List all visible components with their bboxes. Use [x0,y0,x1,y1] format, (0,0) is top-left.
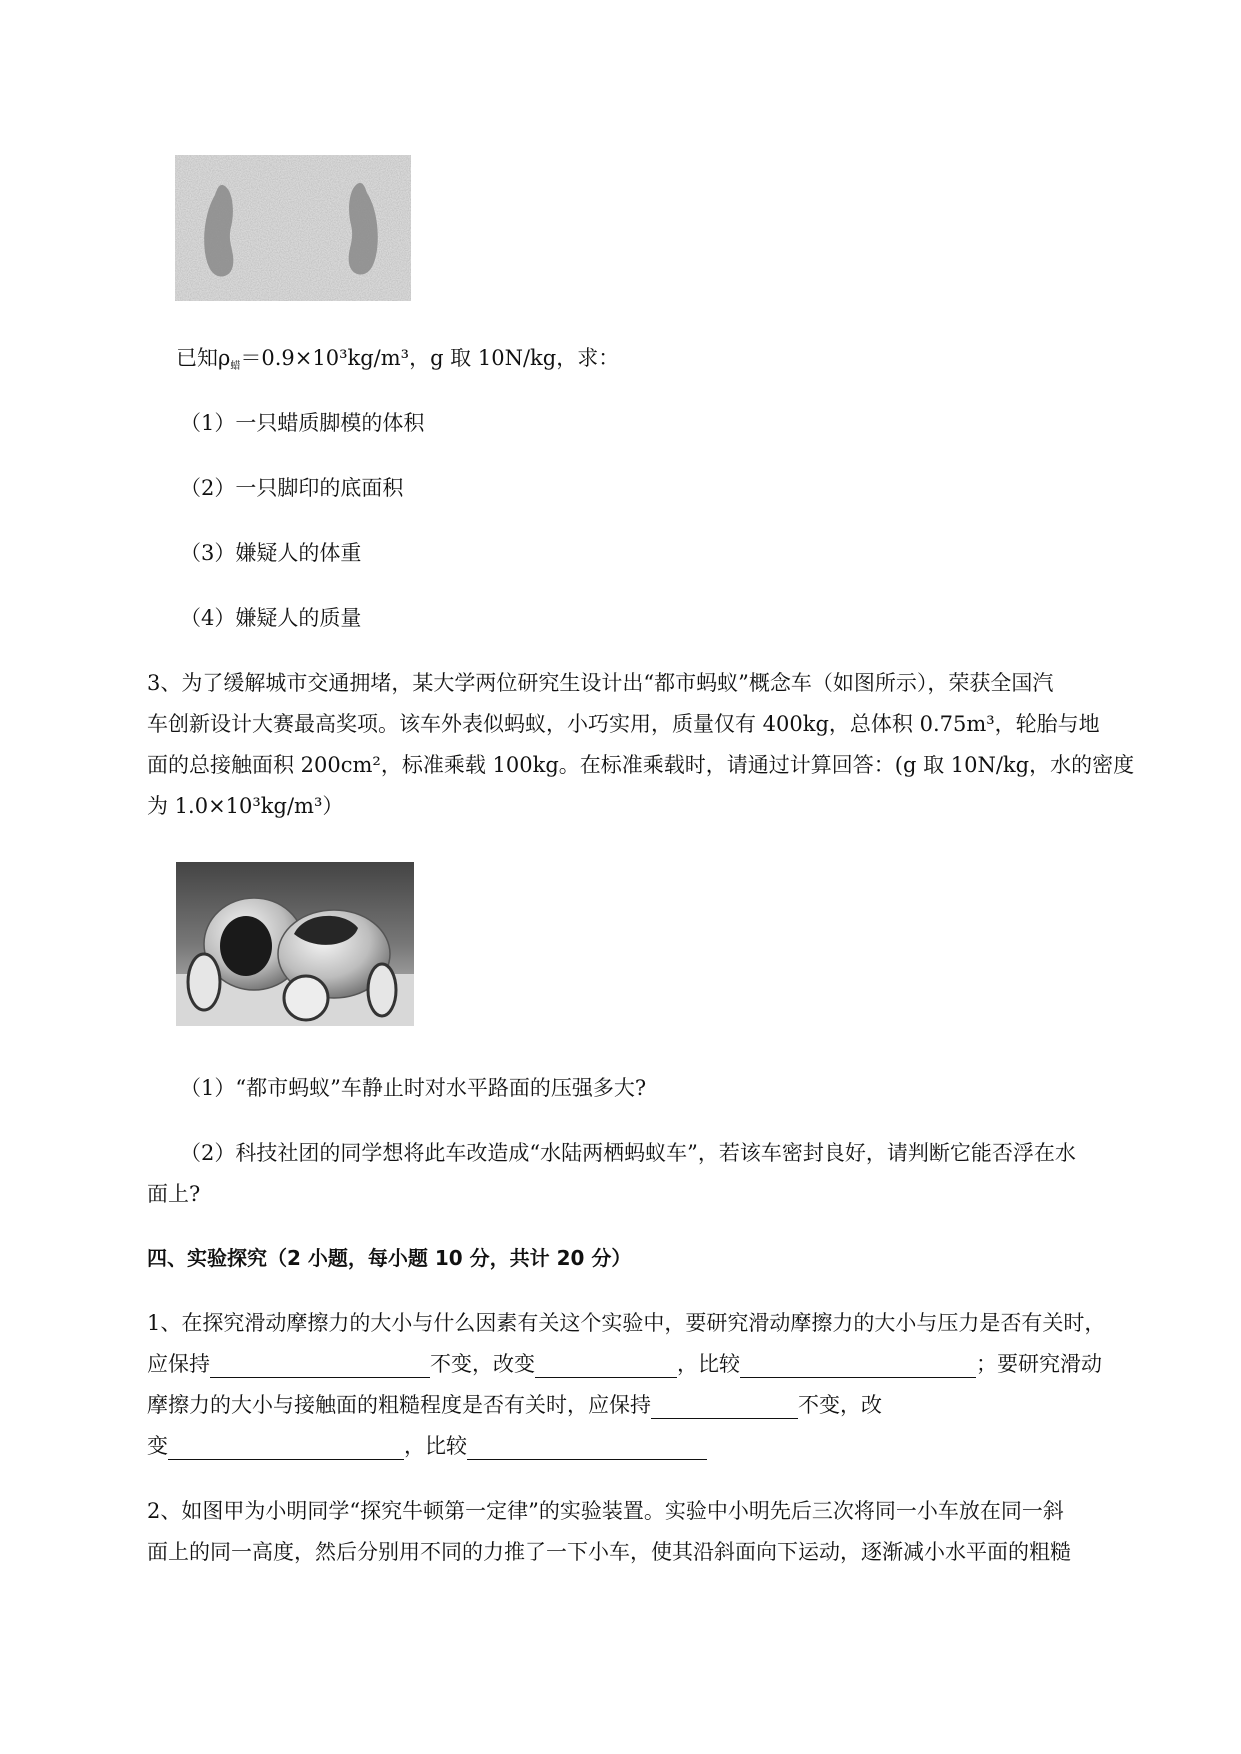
answer-blank-1[interactable] [210,1355,430,1378]
q3-sub-2-line-1: （2）科技社团的同学想将此车改造成“水陆两栖蚂蚁车”，若该车密封良好，请判断它能否浮在水 [180,1141,1076,1165]
q2-sub-1: （1）一只蜡质脚模的体积 [180,411,425,435]
q4-1-line-2: 应保持 不变，改变 ，比较 ；要研究滑动 [147,1352,1102,1376]
q3-line-3: 面的总接触面积 200cm²，标准乘载 100kg。在标准乘载时，请通过计算回答：(g 取 10N/kg，水的密度 [147,753,1135,777]
q2-sub-4: （4）嫌疑人的质量 [180,606,362,630]
answer-blank-2[interactable] [535,1355,677,1378]
answer-blank-4[interactable] [651,1396,798,1419]
q4-1-line-4: 变 ，比较 [147,1432,707,1460]
q3-line-4: 为 1.0×10³kg/m³） [147,794,344,818]
q4-2-line-1: 2、如图甲为小明同学“探究牛顿第一定律”的实验装置。实验中小明先后三次将同一小车放在同一斜 [147,1499,1064,1523]
q2-sub-2: （2）一只脚印的底面积 [180,476,404,500]
given-condition: 已知$\rho_蜡=0.9\times 10^3kg/m^3$，g 取 10N/kg，求： [176,346,620,372]
q4-1-line-1: 1、在探究滑动摩擦力的大小与什么因素有关这个实验中，要研究滑动摩擦力的大小与压力是否有关时， [147,1311,1106,1335]
footprints-figure [175,155,411,301]
section-heading: 四、实验探究（2 小题，每小题 10 分，共计 20 分） [147,1246,632,1270]
q3-sub-1: （1）“都市蚂蚁”车静止时对水平路面的压强多大? [180,1076,647,1100]
q4-1-line-3: 摩擦力的大小与接触面的粗糙程度是否有关时，应保持 不变，改 [147,1393,882,1417]
q3-line-2: 车创新设计大赛最高奖项。该车外表似蚂蚁，小巧实用，质量仅有 400kg，总体积 0.75m³，轮胎与地 [147,712,1100,736]
q3-line-1: 3、为了缓解城市交通拥堵，某大学两位研究生设计出“都市蚂蚁”概念车（如图所示），荣获全国汽 [147,671,1054,695]
answer-blank-5[interactable] [168,1437,404,1460]
q3-sub-2-line-2: 面上? [147,1182,201,1206]
answer-blank-6[interactable] [467,1437,707,1460]
q2-sub-3: （3）嫌疑人的体重 [180,541,362,565]
concept-car-figure [176,862,414,1026]
q4-2-line-2: 面上的同一高度，然后分别用不同的力推了一下小车，使其沿斜面向下运动，逐渐减小水平面的粗糙 [147,1540,1071,1564]
answer-blank-3[interactable] [740,1355,976,1378]
